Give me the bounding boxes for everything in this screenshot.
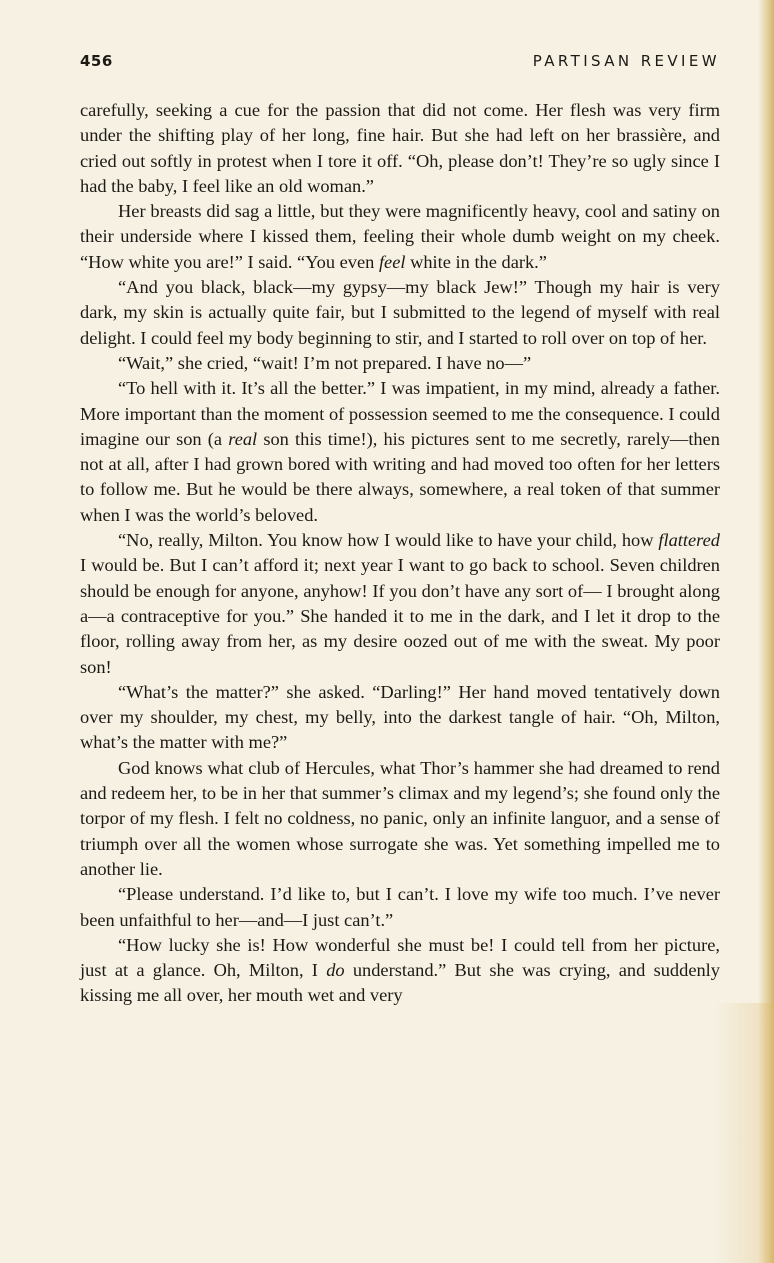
paragraph: [80, 528, 720, 680]
paragraph-text: “To hell with it. It’s all the better.” I was impatient, in my mind, already a father. More important than the moment of possession seemed to me the consequence. I could imagine our son (a: [80, 378, 720, 449]
paragraph: [80, 199, 720, 275]
paragraph: [80, 680, 720, 756]
page-number: 456: [80, 52, 113, 70]
paragraph-text: white in the dark.”: [405, 251, 547, 272]
paragraph-text: son this time!), his pictures sent to me secretly, rarely—then not at all, after I had grown bored with writing and had moved too often for her letters to follow me. But he would be there always, somewhere, a real token of that summer when I was the world’s beloved.: [80, 428, 720, 525]
italic-word: do: [326, 960, 345, 981]
paragraph-text: “Wait,” she cried, “wait! I’m not prepared. I have no—”: [118, 352, 532, 373]
paragraph-text: Her breasts did sag a little, but they were magnificently heavy, cool and satiny on their underside where I kissed them, feeling their whole dumb weight on my cheek. “How white you are!” I said. “You even: [80, 201, 720, 272]
paragraph-text: “Please understand. I’d like to, but I can’t. I love my wife too much. I’ve never been unfaithful to her—and—I just can’t.”: [80, 884, 720, 930]
running-head: PARTISAN REVIEW: [532, 52, 720, 70]
italic-word: feel: [378, 251, 406, 272]
paragraph: [80, 882, 720, 933]
italic-word: flattered: [658, 530, 720, 551]
paragraph: [80, 98, 720, 199]
paragraph-text: I would be. But I can’t afford it; next year I want to go back to school. Seven children should be enough for anyone, anyhow! If you don’t have any sort of— I brought along a—a contraceptive for you.” She handed it to me in the dark, and I let it drop to the floor, rolling away from her, as my desire oozed out of me with the sweat. My poor son!: [80, 555, 720, 677]
paragraph-text: “No, really, Milton. You know how I would like to have your child, how: [118, 530, 659, 551]
paragraph: [80, 933, 720, 1009]
paragraph: [80, 351, 720, 376]
italic-word: real: [228, 428, 258, 449]
paragraph-text: understand.” But she was crying, and suddenly kissing me all over, her mouth wet and very: [80, 960, 720, 1006]
body-text: [80, 98, 720, 1009]
paragraph: [80, 756, 720, 882]
paragraph-text: carefully, seeking a cue for the passion that did not come. Her flesh was very firm under the shifting play of her long, fine hair. But she had left on her brassière, and cried out softly in protest when I tore it off. “Oh, please don’t! They’re so ugly since I had the baby, I feel like an old woman.”: [80, 100, 720, 196]
paragraph-text: “What’s the matter?” she asked. “Darling!” Her hand moved tentatively down over my shoulder, my chest, my belly, into the darkest tangle of hair. “Oh, Milton, what’s the matter with me?”: [80, 681, 720, 753]
page-corner-shading: [714, 1003, 774, 1263]
paragraph-text: God knows what club of Hercules, what Thor’s hammer she had dreamed to rend and redeem her, to be in her that summer’s climax and my legend’s; she found only the torpor of my flesh. I felt no coldness, no panic, only an infinite languor, and a sense of triumph over all the women whose surrogate she was. Yet something impelled me to another lie.: [80, 757, 720, 879]
paragraph: [80, 275, 720, 351]
page-header: [80, 52, 720, 78]
paragraph: [80, 376, 720, 528]
paragraph-text: “And you black, black—my gypsy—my black Jew!” Though my hair is very dark, my skin is actually quite fair, but I submitted to the legend of myself with real delight. I could feel my body beginning to stir, and I started to roll over on top of her.: [80, 277, 720, 348]
paragraph-text: “How lucky she is! How wonderful she must be! I could tell from her picture, just at a glance. Oh, Milton, I: [80, 934, 720, 981]
